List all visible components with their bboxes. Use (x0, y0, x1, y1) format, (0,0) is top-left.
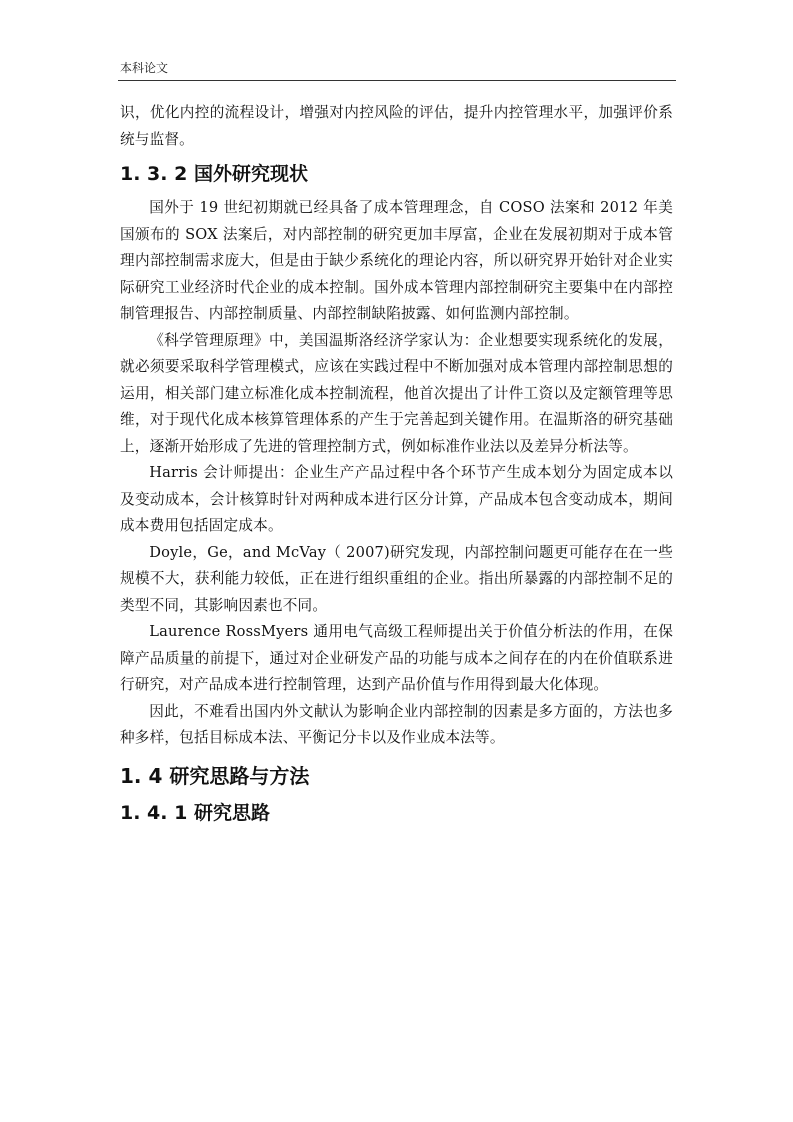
continuation-paragraph: 识，优化内控的流程设计，增强对内控风险的评估，提升内控管理水平，加强评价系统与监督。 (120, 104, 673, 148)
paragraph-doyle: Doyle，Ge，and McVay（ 2007)研究发现，内部控制问题更可能存在在一些规模不大，获利能力较低，正在进行组织重组的企业。指出所暴露的内部控制不足的类型不同，其影响因素也不同。 (120, 543, 673, 614)
document-body (120, 100, 673, 834)
section-heading-1-4-1: 1. 4. 1 研究思路 (120, 801, 270, 824)
header-divider (118, 80, 676, 81)
paragraph-conclusion: 因此，不难看出国内外文献认为影响企业内部控制的因素是多方面的，方法也多种多样，包括目标成本法、平衡记分卡以及作业成本法等。 (120, 702, 673, 746)
paragraph-harris: Harris 会计师提出：企业生产产品过程中各个环节产生成本划分为固定成本以及变动成本，会计核算时针对两种成本进行区分计算，产品成本包含变动成本，期间成本费用包括固定成本。 (120, 464, 673, 534)
paragraph-scientific-management: 《科学管理原理》中，美国温斯洛经济学家认为：企业想要实现系统化的发展，就必须要采取科学管理模式，应该在实践过程中不断加强对成本管理内部控制思想的运用，相关部门建立标准化成本控制流程，他首次提出了计件工资以及定额管理等思维，对于现代化成本核算管理体系的产生于完善起到关键作用。在温斯洛的研究基础上，逐渐开始形成了先进的管理控制方式，例如标准作业法以及差异分析法等。 (120, 331, 673, 455)
paragraph-foreign-history: 国外于 19 世纪初期就已经具备了成本管理理念，自 COSO 法案和 2012 年美国颁布的 SOX 法案后，对内部控制的研究更加丰厚富，企业在发展初期对于成本管理内部控制需求庞大，但是由于缺少系统化的理论内容，所以研究界开始针对企业实际研究工业经济时代企业的成本控制。国外成本管理内部控制研究主要集中在内部控制管理报告、内部控制质量、内部控制缺陷披露、如何监测内部控制。 (120, 199, 673, 322)
section-heading-1-3-2: 1. 3. 2 国外研究现状 (120, 163, 308, 185)
section-heading-1-4: 1. 4 研究思路与方法 (120, 763, 310, 788)
page-header-label: 本科论文 (120, 61, 169, 75)
paragraph-value-analysis: Laurence RossMyers 通用电气高级工程师提出关于价值分析法的作用，在保障产品质量的前提下，通过对企业研发产品的功能与成本之间存在的内在价值联系进行研究，对产品成本进行控制管理，达到产品价值与作用得到最大化体现。 (120, 623, 673, 693)
